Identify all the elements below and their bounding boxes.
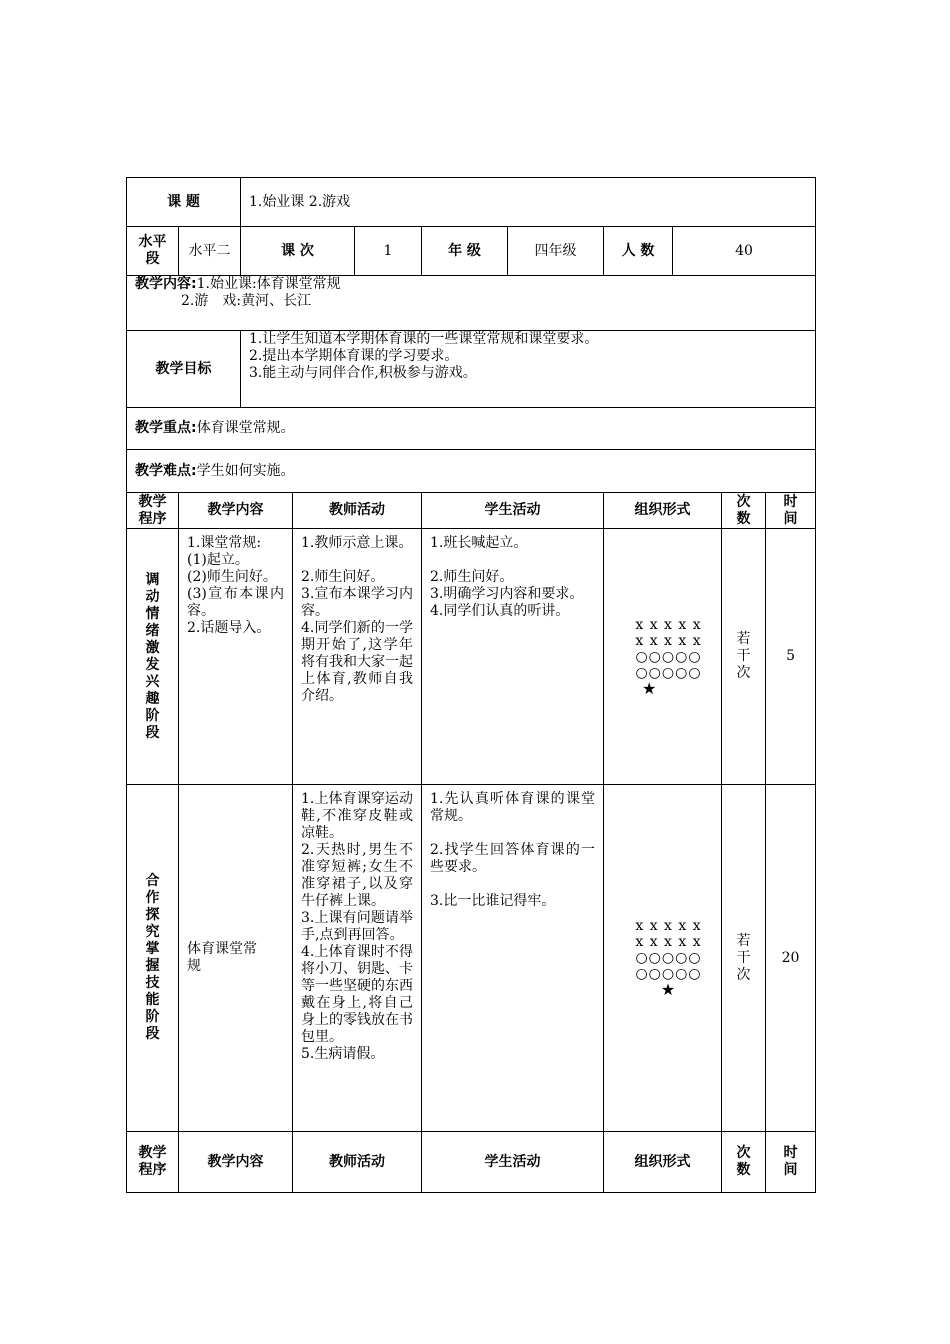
col-teacher: 教师活动	[293, 493, 422, 529]
key-point-value: 体育课堂常规。	[196, 420, 295, 436]
formation-row: ○○○○○	[635, 664, 702, 681]
col-times: 次数	[722, 1132, 766, 1193]
row-student-activity: 1.班长喊起立。 2.师生问好。 3.明确学习内容和要求。 4.同学们认真的听讲。	[422, 529, 604, 785]
formation-row: x x x x x	[635, 632, 702, 649]
column-header-row-repeat	[127, 1132, 816, 1193]
col-teacher: 教师活动	[293, 1132, 422, 1193]
lesson-value: 1	[355, 227, 422, 276]
phase-label: 合作探究掌握技能阶段	[127, 785, 179, 1132]
col-student: 学生活动	[422, 1132, 604, 1193]
formation-row: x x x x x	[635, 918, 702, 934]
lesson-plan-table	[126, 177, 816, 1193]
topic-value: 1.始业课 2.游戏	[241, 178, 816, 227]
row-duration: 20	[766, 785, 816, 1132]
content-cell	[127, 276, 816, 331]
phase-label: 调动情绪激发兴趣阶段	[127, 529, 179, 785]
row-content: 体育课堂常规	[179, 785, 293, 1132]
count-value: 40	[673, 227, 816, 276]
goal-item: 3.能主动与同伴合作,积极参与游戏。	[249, 365, 477, 381]
col-procedure: 教学程序	[127, 1132, 179, 1193]
col-duration: 时间	[766, 1132, 816, 1193]
goals-row	[127, 331, 816, 408]
formation-row: ○○○○○	[635, 950, 702, 966]
goal-item: 1.让学生知道本学期体育课的一些课堂常规和课堂要求。	[249, 331, 599, 347]
grade-label: 年 级	[422, 227, 508, 276]
level-value: 水平二	[179, 227, 241, 276]
row-student-activity: 1.先认真听体育课的课堂常规。 2.找学生回答体育课的一些要求。 3.比一比谁记得牢。	[422, 785, 604, 1132]
col-content: 教学内容	[179, 1132, 293, 1193]
phase-row-2	[127, 785, 816, 1132]
key-point-row	[127, 408, 816, 450]
lesson-label: 课 次	[241, 227, 355, 276]
phase-row-1	[127, 529, 816, 785]
key-point-cell	[127, 408, 816, 450]
topic-label: 课 题	[127, 178, 241, 227]
col-organization: 组织形式	[604, 493, 722, 529]
difficulty-value: 学生如何实施。	[196, 462, 295, 479]
col-times: 次数	[722, 493, 766, 529]
goals-label: 教学目标	[127, 331, 241, 408]
row-times: 若干次	[722, 785, 766, 1132]
formation-diagram	[604, 785, 722, 1132]
difficulty-cell	[127, 450, 816, 493]
formation-row: ○○○○○	[635, 966, 702, 982]
content-line-1: 1.始业课:体育课堂常规	[196, 276, 341, 292]
row-teacher-activity: 1.上体育课穿运动鞋,不准穿皮鞋或凉鞋。 2.天热时,男生不准穿短裤;女生不准穿裙子,以及穿牛仔裤上课。 3.上课有问题请举手,点到再回答。 4.上体育课时不得将小刀、钥匙、卡等一些坚硬的东西戴在身上,将自己身上的零钱放在书包里。 5.生病请假。	[293, 785, 422, 1132]
content-line-2: 2.游 戏:黄河、长江	[181, 293, 312, 309]
formation-diagram	[604, 529, 722, 785]
teacher-star-icon: ★	[660, 980, 677, 999]
column-header-row	[127, 493, 816, 529]
count-label: 人 数	[604, 227, 673, 276]
goals-cell	[241, 331, 816, 408]
col-organization: 组织形式	[604, 1132, 722, 1193]
teacher-star-icon: ★	[642, 678, 658, 698]
col-procedure: 教学程序	[127, 493, 179, 529]
formation-row: ○○○○○	[635, 648, 702, 665]
level-row	[127, 227, 816, 276]
col-duration: 时间	[766, 493, 816, 529]
grade-value: 四年级	[508, 227, 604, 276]
row-teacher-activity: 1.教师示意上课。 2.师生问好。 3.宣布本课学习内容。 4.同学们新的一学期开始了,这学年将有我和大家一起上体育,教师自我介绍。	[293, 529, 422, 785]
col-student: 学生活动	[422, 493, 604, 529]
goal-item: 2.提出本学期体育课的学习要求。	[249, 348, 459, 364]
col-content: 教学内容	[179, 493, 293, 529]
row-times: 若干次	[722, 529, 766, 785]
formation-row: x x x x x	[635, 934, 702, 950]
difficulty-row	[127, 450, 816, 493]
content-label: 教学内容:	[135, 276, 197, 292]
key-point-label: 教学重点:	[135, 420, 197, 436]
content-row	[127, 276, 816, 331]
difficulty-label: 教学难点:	[135, 462, 197, 479]
level-label: 水平段	[127, 227, 179, 276]
row-duration: 5	[766, 529, 816, 785]
lesson-plan-page	[126, 177, 815, 1193]
row-content: 1.课堂常规: (1)起立。 (2)师生问好。 (3)宣布本课内容。 2.话题导入。	[179, 529, 293, 785]
formation-row: x x x x x	[635, 616, 702, 633]
topic-row	[127, 178, 816, 227]
